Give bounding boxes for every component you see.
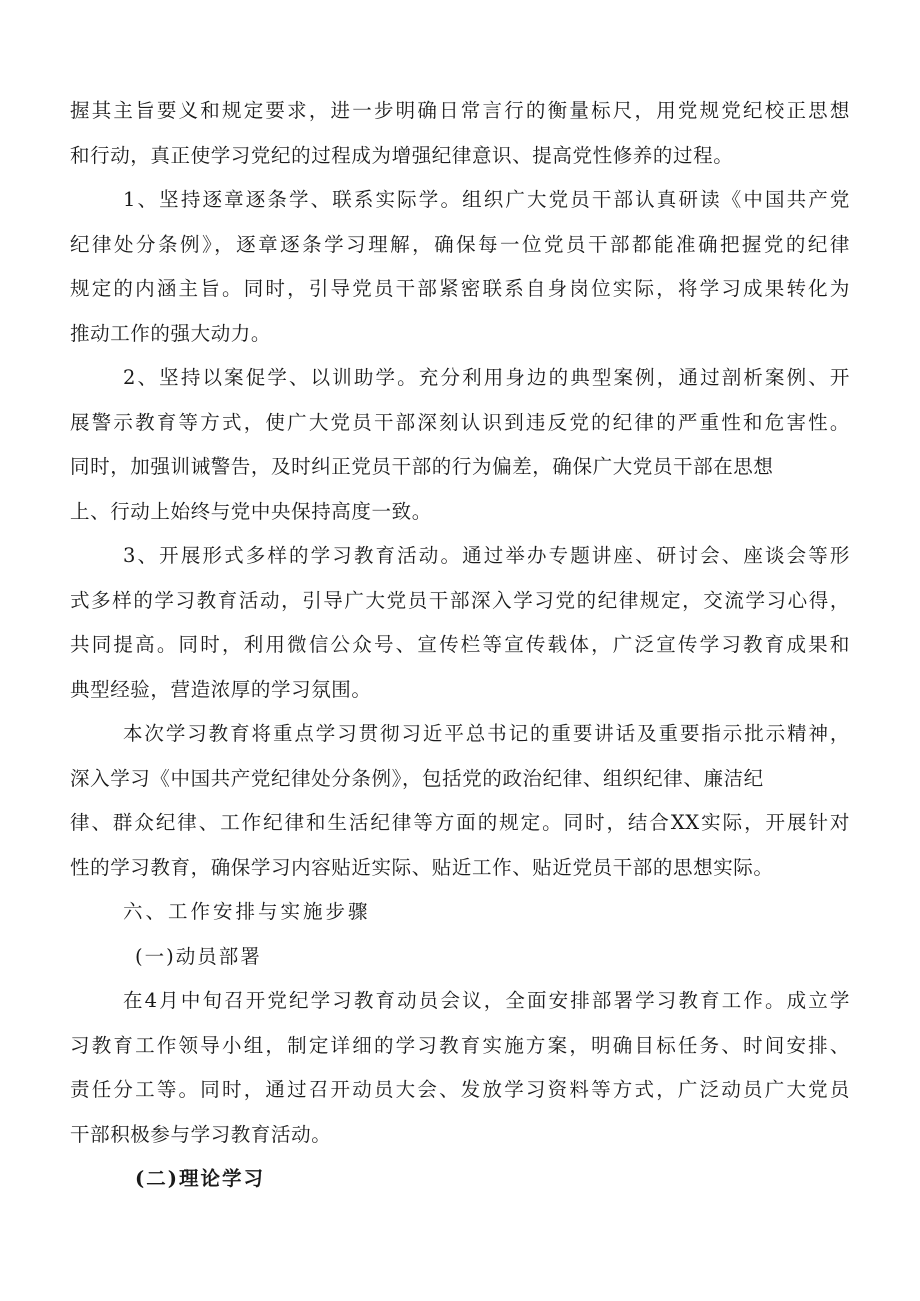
text-line: 握其主旨要义和规定要求，进一步明确日常言行的衡量标尺，用党规党纪校正思想: [70, 99, 850, 122]
text-line: 式多样的学习教育活动，引导广大党员干部深入学习党的纪律规定，交流学习心得，: [70, 589, 850, 612]
text-line: 展警示教育等方式，使广大党员干部深刻认识到违反党的纪律的严重性和危害性。: [70, 411, 850, 434]
section-heading-six: 六、工作安排与实施步骤: [123, 900, 371, 923]
subsection-heading-theory-study: (二)理论学习: [135, 1167, 265, 1190]
text-line: 共同提高。同时，利用微信公众号、宣传栏等宣传载体，广泛宣传学习教育成果和: [70, 633, 850, 656]
text-line: 纪律处分条例》，逐章逐条学习理解，确保每一位党员干部都能准确把握党的纪律: [70, 233, 850, 256]
paragraph-item-2: 2、坚持以案促学、以训助学。充分利用身边的典型案例，通过剖析案例、开: [123, 366, 850, 389]
text-line: 上、行动上始终与党中央保持高度一致。: [70, 500, 432, 523]
text-line: 干部积极参与学习教育活动。: [70, 1123, 332, 1146]
text-line: 和行动，真正使学习党纪的过程成为增强纪律意识、提高党性修养的过程。: [70, 144, 734, 167]
text-line: 习教育工作领导小组，制定详细的学习教育实施方案，明确目标任务、时间安排、: [70, 1034, 850, 1057]
paragraph-item-1: 1、坚持逐章逐条学、联系实际学。组织广大党员干部认真研读《中国共产党: [123, 188, 850, 211]
text-line: 同时，加强训诫警告，及时纠正党员干部的行为偏差，确保广大党员干部在思想: [70, 455, 774, 478]
text-line: 典型经验，营造浓厚的学习氛围。: [70, 678, 372, 701]
text-line: 深入学习《中国共产党纪律处分条例》，包括党的政治纪律、组织纪律、廉洁纪: [70, 767, 764, 790]
text-line: 性的学习教育，确保学习内容贴近实际、贴近工作、贴近党员干部的思想实际。: [70, 856, 774, 879]
text-line: 律、群众纪律、工作纪律和生活纪律等方面的规定。同时，结合XX实际，开展针对: [70, 811, 850, 834]
paragraph-study-focus: 本次学习教育将重点学习贯彻习近平总书记的重要讲话及重要指示批示精神，: [123, 722, 850, 745]
text-line: 推动工作的强大动力。: [70, 322, 272, 345]
subsection-heading-mobilization: (一)动员部署: [135, 945, 262, 968]
text-line: 责任分工等。同时，通过召开动员大会、发放学习资料等方式，广泛动员广大党员: [70, 1078, 850, 1101]
text-line: 规定的内涵主旨。同时，引导党员干部紧密联系自身岗位实际，将学习成果转化为: [70, 277, 850, 300]
paragraph-mobilization: 在4月中旬召开党纪学习教育动员会议，全面安排部署学习教育工作。成立学: [123, 989, 850, 1012]
paragraph-item-3: 3、开展形式多样的学习教育活动。通过举办专题讲座、研讨会、座谈会等形: [123, 544, 850, 567]
